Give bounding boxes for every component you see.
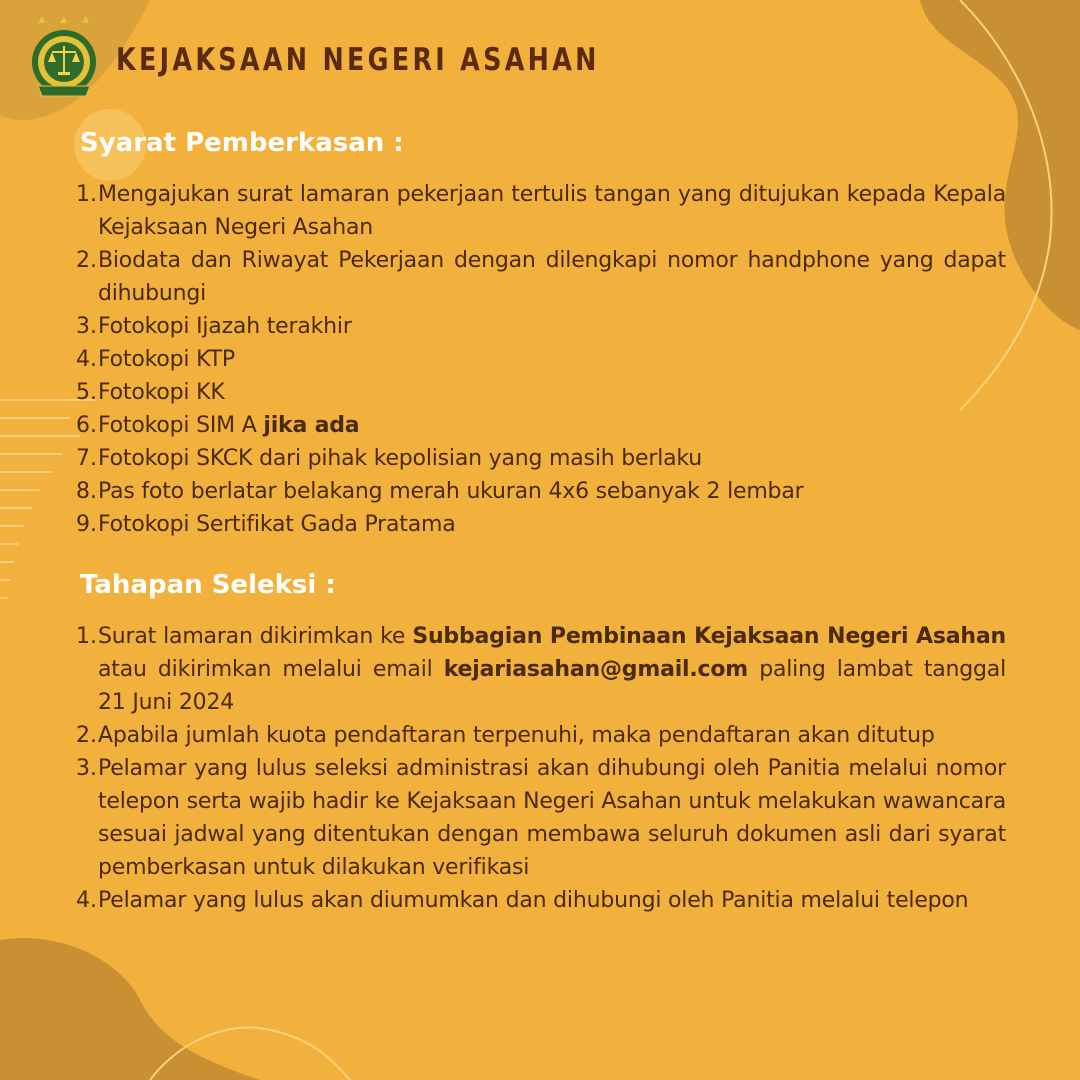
emphasis-text: jika ada [263,413,360,438]
list-item: 6. Fotokopi SIM A jika ada [76,413,360,438]
list-item: 9. Fotokopi Sertifikat Gada Pratama [76,512,456,537]
organization-name: KEJAKSAAN NEGERI ASAHAN [116,42,600,78]
list-item: 1. Surat lamaran dikirimkan ke Subbagian Pembinaan Kejaksaan Negeri Asahan atau dikirimkan melalui email kejariasahan@gmail.com paling lambat tanggal 21 Juni 2024 [76,624,1006,715]
list-item: 4. Fotokopi KTP [76,347,235,372]
requirements-list [76,178,1006,541]
requirements-title: Syarat Pemberkasan : [80,128,404,158]
email-address: kejariasahan@gmail.com [443,657,749,682]
list-item: 2. Apabila jumlah kuota pendaftaran terpenuhi, maka pendaftaran akan ditutup [76,723,935,748]
list-item: 3. Fotokopi Ijazah terakhir [76,314,352,339]
header [26,14,706,100]
selection-title: Tahapan Seleksi : [80,570,336,600]
unit-name: Subbagian Pembinaan Kejaksaan Negeri Asahan [412,624,1006,649]
selection-list [76,620,1006,917]
kejaksaan-emblem-logo [26,14,102,100]
list-item: 4. Pelamar yang lulus akan diumumkan dan dihubungi oleh Panitia melalui telepon [76,888,969,913]
list-item: 2. Biodata dan Riwayat Pekerjaan dengan dilengkapi nomor handphone yang dapat dihubungi [76,248,1006,306]
blob-bottom-left [0,938,260,1080]
list-item: 5. Fotokopi KK [76,380,225,405]
list-item: 1. Mengajukan surat lamaran pekerjaan tertulis tangan yang ditujukan kepada Kepala Kejaksaan Negeri Asahan [76,182,1006,240]
list-item: 8. Pas foto berlatar belakang merah ukuran 4x6 sebanyak 2 lembar [76,479,804,504]
list-item: 3. Pelamar yang lulus seleksi administrasi akan dihubungi oleh Panitia melalui nomor telepon serta wajib hadir ke Kejaksaan Negeri Asahan untuk melakukan wawancara sesuai jadwal yang ditentukan dengan membawa seluruh dokumen asli dari syarat pemberkasan untuk dilakukan verifikasi [76,756,1006,880]
list-item: 7. Fotokopi SKCK dari pihak kepolisian yang masih berlaku [76,446,703,471]
